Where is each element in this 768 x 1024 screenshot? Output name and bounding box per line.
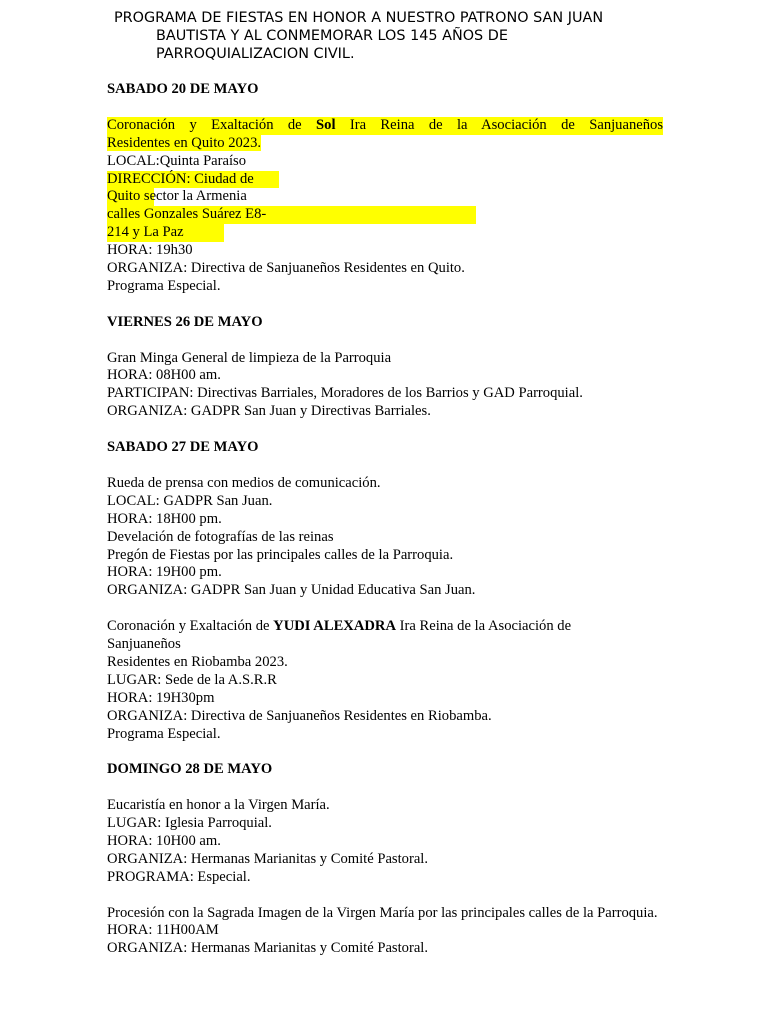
- day-heading-sabado-27: SABADO 27 DE MAYO: [107, 439, 259, 456]
- direccion-line-3: [107, 206, 663, 224]
- organiza-line: ORGANIZA: Directiva de Sanjuaneños Residentes en Quito.: [107, 260, 465, 277]
- develacion-line: Develación de fotografías de las reinas: [107, 528, 334, 545]
- blank-line: [107, 457, 663, 475]
- procesion-paragraph: Procesión con la Sagrada Imagen de la Virgen María por las principales calles de la Parroquia.: [107, 904, 658, 921]
- coronation-line-yudi: [107, 618, 663, 636]
- lugar-line: LUGAR: Sede de la A.S.R.R: [107, 671, 277, 688]
- rueda-line: Rueda de prensa con medios de comunicación.: [107, 474, 381, 491]
- hora-line: HORA: 19h30: [107, 242, 193, 259]
- programa-line: Programa Especial.: [107, 725, 221, 742]
- direccion-line-4: [107, 224, 663, 242]
- blank-line: [107, 99, 663, 117]
- queen-name-sol: Sol: [316, 116, 336, 133]
- direccion-2-text: Quito sector la Armenia: [107, 188, 247, 205]
- coronation-prefix: Coronación y Exaltación de: [107, 116, 317, 133]
- title-line-1: PROGRAMA DE FIESTAS EN HONOR A NUESTRO PATRONO SAN JUAN: [114, 10, 604, 26]
- direccion-line-1: [107, 171, 663, 189]
- blank-line: [107, 887, 663, 905]
- queen-name-yudi: YUDI ALEXADRA: [273, 618, 396, 635]
- participan-line: PARTICIPAN: Directivas Barriales, Moradores de los Barrios y GAD Parroquial.: [107, 385, 583, 402]
- local-text: LOCAL:Quinta Paraíso: [107, 152, 247, 169]
- hora-line: HORA: 18H00 pm.: [107, 510, 222, 527]
- organiza-line: ORGANIZA: Hermanas Marianitas y Comité Pastoral.: [107, 940, 428, 957]
- coronation-suffix: Ira Reina de la Asociación de Sanjuaneños: [335, 116, 663, 133]
- pregon-line: Pregón de Fiestas por las principales calles de la Parroquia.: [107, 546, 454, 563]
- direccion-4-text: 214 y La Paz: [107, 224, 224, 242]
- hora-line: HORA: 11H00AM: [107, 922, 219, 939]
- local-line: LOCAL: GADPR San Juan.: [107, 492, 273, 509]
- sanjuanenos-line: Sanjuaneños: [107, 636, 181, 653]
- day-heading-domingo-28: DOMINGO 28 DE MAYO: [107, 761, 273, 778]
- programa-line: PROGRAMA: Especial.: [107, 868, 251, 885]
- direccion-3-text: calles Gonzales Suárez E8-: [107, 206, 476, 224]
- day-heading-sabado-20: SABADO 20 DE MAYO: [107, 81, 259, 97]
- blank-line: [107, 779, 663, 797]
- lugar-line: LUGAR: Iglesia Parroquial.: [107, 815, 272, 832]
- day-heading-viernes-26: VIERNES 26 DE MAYO: [107, 313, 263, 330]
- hora-line: HORA: 19H00 pm.: [107, 564, 222, 581]
- organiza-line: ORGANIZA: GADPR San Juan y Unidad Educativa San Juan.: [107, 582, 476, 599]
- blank-line: [107, 296, 663, 314]
- document-title: [114, 9, 674, 63]
- organiza-line: ORGANIZA: Hermanas Marianitas y Comité Pastoral.: [107, 850, 428, 867]
- coronation-line-sol: [107, 117, 663, 135]
- blank-line: [107, 421, 663, 439]
- eucaristia-line: Eucaristía en honor a la Virgen María.: [107, 797, 330, 814]
- programa-line: Programa Especial.: [107, 277, 221, 294]
- coronation-suffix: Ira Reina de la Asociación de: [396, 618, 572, 635]
- organiza-line: ORGANIZA: GADPR San Juan y Directivas Barriales.: [107, 403, 431, 420]
- residents-line-quito: [107, 135, 663, 153]
- title-line-2: BAUTISTA Y AL CONMEMORAR LOS 145 AÑOS DE: [156, 28, 508, 44]
- document-body: [107, 81, 663, 958]
- hora-line: HORA: 19H30pm: [107, 689, 215, 706]
- residents-text: Residentes en Quito 2023.: [107, 134, 262, 151]
- direccion-1-text: DIRECCIÓN: Ciudad de: [107, 171, 279, 189]
- hora-line: HORA: 08H00 am.: [107, 367, 221, 384]
- residents-line-riobamba: Residentes en Riobamba 2023.: [107, 653, 288, 670]
- blank-line: [107, 600, 663, 618]
- blank-line: [107, 743, 663, 761]
- coronation-prefix: Coronación y Exaltación de: [107, 618, 274, 635]
- hora-line: HORA: 10H00 am.: [107, 832, 221, 849]
- organiza-line: ORGANIZA: Directiva de Sanjuaneños Residentes en Riobamba.: [107, 707, 492, 724]
- title-line-3: PARROQUIALIZACION CIVIL.: [156, 46, 355, 62]
- blank-line: [107, 332, 663, 350]
- minga-line: Gran Minga General de limpieza de la Parroquia: [107, 349, 392, 366]
